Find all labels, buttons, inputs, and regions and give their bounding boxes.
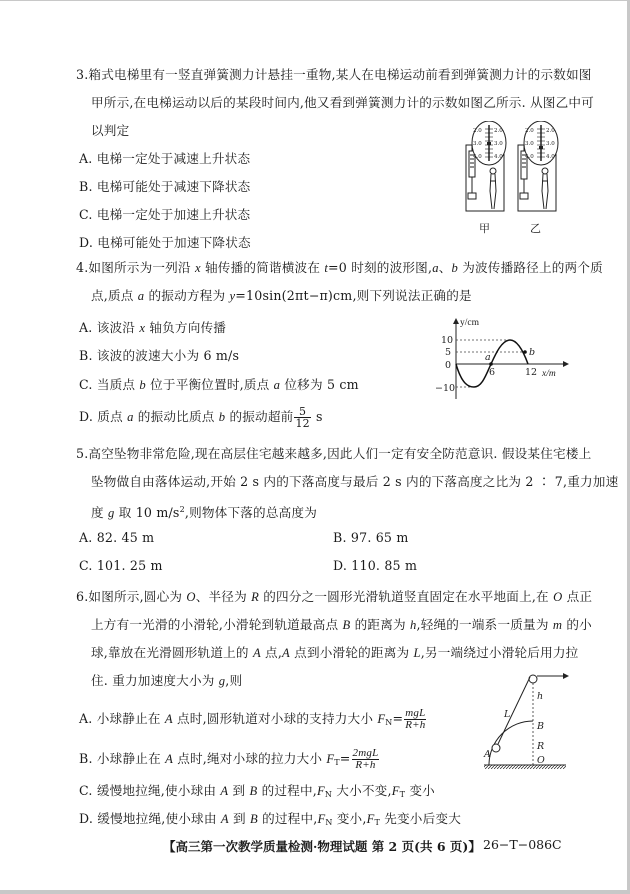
exam-page — [0, 1, 627, 890]
fraction: $\frac{5}{12}$ — [295, 405, 310, 430]
q4-line2: 点,质点 a 的振动方程为 y=10sin(2πt−π)cm,则下列说法正确的是 — [91, 288, 472, 303]
svg-text:b: b — [529, 347, 536, 358]
svg-text:3.0: 3.0 — [525, 141, 534, 147]
svg-text:−10: −10 — [435, 383, 456, 394]
svg-text:4.0: 4.0 — [494, 154, 503, 160]
svg-text:5: 5 — [445, 347, 452, 358]
q5-line1: 5.高空坠物非常危险,现在高层住宅越来越多,因此人们一定有安全防范意识. 假设某住宅楼上 — [76, 446, 592, 461]
q5-line2: 坠物做自由落体运动,开始 2 s 内的下落高度与最后 2 s 内的下落高度之比为 2 ∶ 7,重力加速 — [91, 474, 619, 489]
svg-text:R: R — [537, 741, 545, 752]
svg-text:12: 12 — [525, 367, 538, 378]
figure-label-yi: 乙 — [530, 222, 541, 235]
figure-label-jia: 甲 — [479, 222, 490, 235]
svg-text:2.0: 2.0 — [473, 128, 482, 134]
fraction: $\frac{\text{mgL}}{R+h}$ — [405, 707, 426, 731]
svg-text:4.0: 4.0 — [525, 154, 534, 160]
q6-option-d: D. 缓慢地拉绳,使小球由 A 到 B 的过程中$,F_N$ 变小$,F_T$ 先变小后变大 — [79, 811, 461, 827]
q3-line3: 以判定 — [91, 123, 130, 138]
q5-option-a: A. 82. 45 m — [79, 530, 155, 545]
q5-option-b: B. 97. 65 m — [333, 530, 409, 545]
svg-text:2.0: 2.0 — [546, 128, 555, 134]
q5-option-d: D. 110. 85 m — [333, 558, 418, 573]
q3-line2: 甲所示,在电梯运动以后的某段时间内,他又看到弹簧测力计的示数如图乙所示. 从图乙中可 — [91, 95, 594, 110]
q6-option-b: B. 小球静止在 A 点时,绳对小球的拉力大小 $F_T=$ $\frac{\text{2mgL}}{R+h}$ — [79, 747, 379, 771]
svg-text:O: O — [537, 755, 545, 766]
q4-option-d: D. 质点 a 的振动比质点 b 的振动超前 $\frac{5}{12}$ s — [79, 405, 323, 430]
q3-option-a: A. 电梯一定处于减速上升状态 — [79, 151, 251, 166]
svg-text:6: 6 — [489, 367, 496, 378]
elevator-jia-icon — [466, 121, 506, 211]
footer-code: 26−T−086C — [483, 837, 562, 852]
svg-text:10: 10 — [441, 335, 454, 346]
svg-text:3.0: 3.0 — [473, 141, 482, 147]
svg-text:3.0: 3.0 — [494, 141, 503, 147]
svg-text:4.0: 4.0 — [546, 154, 555, 160]
q4-option-c: C. 当质点 b 位于平衡位置时,质点 a 位移为 5 cm — [79, 377, 359, 392]
svg-text:2.0: 2.0 — [494, 128, 503, 134]
q6-line3: 球,靠放在光滑圆形轨道上的 A 点,A 点到小滑轮的距离为 L,另一端绕过小滑轮后用力拉 — [91, 645, 579, 660]
svg-text:2.0: 2.0 — [525, 128, 534, 134]
svg-text:0: 0 — [445, 360, 452, 371]
q3-number: 3. — [76, 67, 89, 82]
svg-text:L: L — [504, 709, 511, 720]
fraction: $\frac{\text{2mgL}}{R+h}$ — [352, 747, 379, 771]
elevator-figure — [460, 121, 575, 221]
q6-option-a: A. 小球静止在 A 点时,圆形轨道对小球的支持力大小 $F_N=$ $\frac{\text{mgL}}{R+h}$ — [79, 707, 426, 731]
svg-text:B: B — [537, 721, 544, 732]
svg-text:a: a — [485, 352, 491, 363]
q6-line4: 住. 重力加速度大小为 g,则 — [91, 673, 243, 688]
q6-line2: 上方有一光滑的小滑轮,小滑轮到轨道最高点 B 的距离为 h,轻绳的一端系一质量为 m 的小 — [91, 617, 592, 632]
q3-option-d: D. 电梯可能处于加速下降状态 — [79, 235, 251, 250]
q4-option-a: A. 该波沿 x 轴负方向传播 — [79, 320, 227, 335]
q3-option-b: B. 电梯可能处于减速下降状态 — [79, 179, 251, 194]
elevator-yi-icon — [518, 121, 558, 211]
svg-text:3.0: 3.0 — [546, 141, 555, 147]
q4-option-b: B. 该波的波速大小为 6 m/s — [79, 348, 240, 363]
q6-option-c: C. 缓慢地拉绳,使小球由 A 到 B 的过程中$,F_N$ 大小不变$,F_T$ 变小 — [79, 783, 435, 799]
q6-line1: 6.如图所示,圆心为 O、半径为 R 的四分之一圆形光滑轨道竖直固定在水平地面上,在 O 点正 — [76, 589, 593, 604]
q5-line3: 度 g 取 10 $m/s^2$,则物体下落的总高度为 — [91, 505, 318, 520]
wave-graph — [432, 313, 582, 405]
svg-text:A: A — [484, 749, 491, 760]
svg-text:h: h — [537, 691, 544, 702]
svg-text:x/m: x/m — [542, 369, 556, 379]
footer-title: 【高三第一次教学质量检测·物理试题 第 2 页(共 6 页)】 — [163, 839, 481, 854]
svg-text:y/cm: y/cm — [460, 318, 479, 328]
q5-option-c: C. 101. 25 m — [79, 558, 163, 573]
q3-line1: 3.箱式电梯里有一竖直弹簧测力计悬挂一重物,某人在电梯运动前看到弹簧测力计的示数如图 — [76, 67, 592, 82]
pulley-track-figure — [476, 667, 576, 773]
q4-line1: 4.如图所示为一列沿 x 轴传播的简谐横波在 t=0 时刻的波形图,a、b 为波传播路径上的两个质 — [76, 260, 603, 275]
q3-option-c: C. 电梯一定处于加速上升状态 — [79, 207, 251, 222]
svg-text:4.0: 4.0 — [473, 154, 482, 160]
